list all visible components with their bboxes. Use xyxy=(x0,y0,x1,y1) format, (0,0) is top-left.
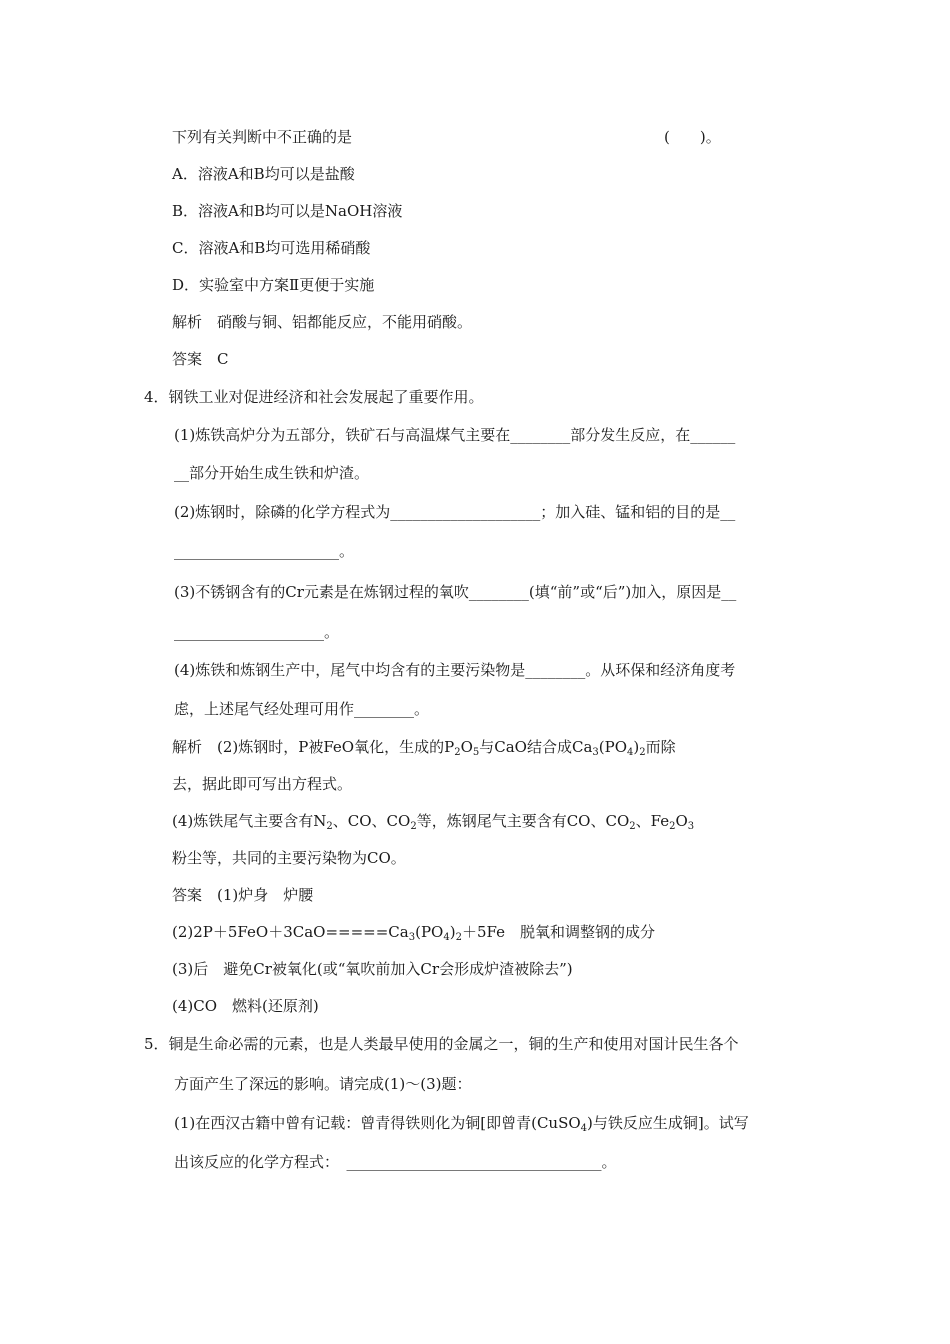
option-a: A．溶液A和B均可以是盐酸 xyxy=(172,165,355,183)
q4-part4-line1: (4)炼铁和炼钢生产中，尾气中均含有的主要污染物是________。从环保和经济角度考 xyxy=(174,661,736,679)
question-5-stem-line1: 5．铜是生命必需的元素，也是人类最早使用的金属之一，铜的生产和使用对国计民生各个 xyxy=(144,1035,739,1053)
q4-part2-line2: ______________________。 xyxy=(174,542,355,560)
question-5-stem-line2: 方面产生了深远的影响。请完成(1)～(3)题： xyxy=(174,1075,472,1093)
q4-answer-1: 答案 (1)炉身 炉腰 xyxy=(172,886,314,904)
q4-part3-line2: ____________________。 xyxy=(174,623,340,641)
q4-part1-line2: __部分开始生成生铁和炉渣。 xyxy=(174,464,370,482)
option-c: C．溶液A和B均可选用稀硝酸 xyxy=(172,239,371,257)
q4-part2-line1: (2)炼钢时，除磷的化学方程式为____________________；加入硅、锰和铝的目的是__ xyxy=(174,503,736,521)
option-d: D．实验室中方案Ⅱ更便于实施 xyxy=(172,276,375,294)
q4-analysis-line1: 解析 (2)炼钢时，P被FeO氧化，生成的$P_2O_5$与CaO结合成$Ca_3(PO_4)_2$而除 xyxy=(172,738,676,758)
analysis-text: 解析 硝酸与铜、铝都能反应，不能用硝酸。 xyxy=(172,313,473,331)
q4-part1-line1: (1)炼铁高炉分为五部分，铁矿石与高温煤气主要在________部分发生反应，在______ xyxy=(174,426,736,444)
q4-answer-2: $(2)2P+5FeO+3CaO=====Ca_3(PO_4)_2+5Fe$ 脱氧和调整钢的成分 xyxy=(172,923,655,943)
q5-part1-line1: (1)在西汉古籍中曾有记载：曾青得铁则化为铜[即曾青(CuSO$_4$)与铁反应生成铜]。试写 xyxy=(174,1114,749,1134)
option-b: B．溶液A和B均可以是NaOH溶液 xyxy=(172,202,403,220)
q4-answer-3: (3)后 避免Cr被氧化(或“氧吹前加入Cr会形成炉渣被除去”) xyxy=(172,960,573,978)
answer-parenthesis: ( )。 xyxy=(664,128,721,146)
question-stem: 下列有关判断中不正确的是 xyxy=(172,128,353,146)
question-4-stem: 4．钢铁工业对促进经济和社会发展起了重要作用。 xyxy=(144,388,484,406)
q4-answer-4: (4)CO 燃料(还原剂) xyxy=(172,997,319,1015)
q4-part4-line2: 虑，上述尾气经处理可用作________。 xyxy=(174,700,430,718)
q4-part3-line1: (3)不锈钢含有的Cr元素是在炼钢过程的氧吹________(填“前”或“后”)加入，原因是__ xyxy=(174,583,737,601)
q4-analysis-line3: (4)炼铁尾气主要含有$N_2$、CO、$CO_2$等，炼钢尾气主要含有CO、$CO_2$、$Fe_2O_3$ xyxy=(172,812,695,832)
q4-analysis-line2: 去，据此即可写出方程式。 xyxy=(172,775,353,793)
q5-part1-line2: 出该反应的化学方程式： __________________________________。 xyxy=(174,1153,617,1171)
answer-text: 答案 C xyxy=(172,350,229,368)
q4-analysis-line4: 粉尘等，共同的主要污染物为CO。 xyxy=(172,849,406,867)
